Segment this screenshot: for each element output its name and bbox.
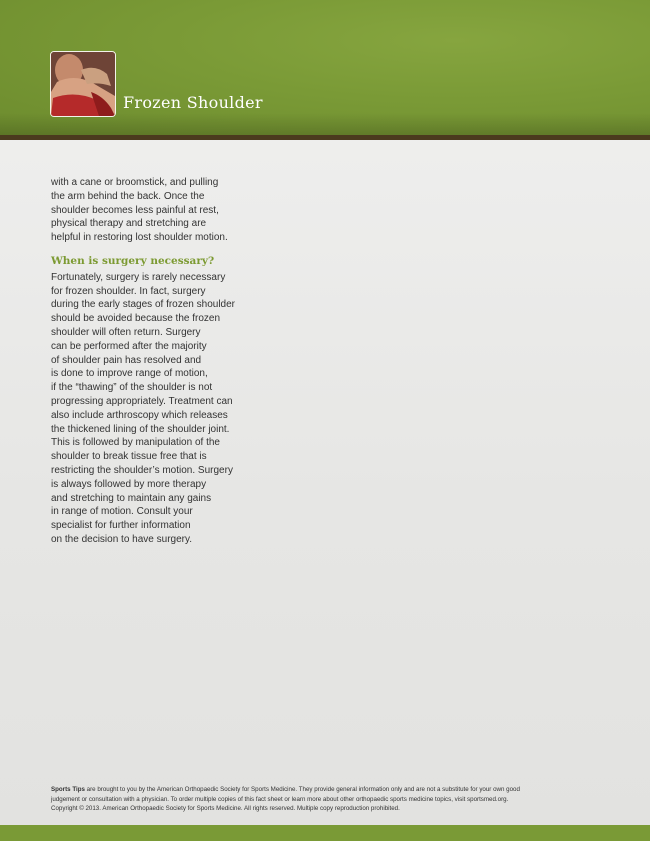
text-line: also include arthroscopy which releases [51,409,228,421]
text-line: shoulder to break tissue free that is [51,451,207,463]
text-line: can be performed after the majority [51,340,207,352]
text-line: for frozen shoulder. In fact, surgery [51,285,206,297]
text-line: of shoulder pain has resolved and [51,354,202,366]
footer-copyright: Copyright © 2013. American Orthopaedic Society for Sports Medicine. All rights reserved. Multiple copy reproduction prohibited. [51,805,400,812]
text-line: shoulder will often return. Surgery [51,326,201,338]
text-line: This is followed by manipulation of the [51,437,220,449]
text-line: during the early stages of frozen shoulder [51,299,235,311]
text-line: the arm behind the back. Once the [51,190,205,202]
shoulder-photo [50,51,116,117]
text-line: if the “thawing” of the shoulder is not [51,382,213,394]
text-line: with a cane or broomstick, and pulling [51,177,219,188]
intro-paragraph [51,176,261,245]
text-line: should be avoided because the frozen [51,313,221,325]
surgery-paragraph [51,271,261,547]
text-line: and stretching to maintain any gains [51,492,212,504]
footer-bar [0,825,650,841]
shoulder-photo-illustration [51,52,115,116]
text-line: is done to improve range of motion, [51,368,208,380]
footer-brand: Sports Tips [51,786,85,793]
text-line: restricting the shoulder’s motion. Surgery [51,464,233,476]
footer-line-1-text: are brought to you by the American Orthopaedic Society for Sports Medicine. They provide general information only and are not a substitute for your own good [84,786,520,793]
page-title: Frozen Shoulder [123,93,263,112]
text-line: the thickened lining of the shoulder joint. [51,423,230,435]
text-line: on the decision to have surgery. [51,533,193,545]
footer-disclaimer [51,785,606,814]
text-line: progressing appropriately. Treatment can [51,395,233,407]
text-line: in range of motion. Consult your [51,506,193,518]
footer-line: judgement or consultation with a physician. To order multiple copies of this fact sheet or learn more about other orthopaedic sports medicine topics, visit sportsmed.org. [51,795,509,803]
text-line: physical therapy and stretching are [51,218,207,230]
footer-line [51,785,606,795]
header-divider [0,135,650,140]
text-line: helpful in restoring lost shoulder motion. [51,232,228,244]
text-line: shoulder becomes less painful at rest, [51,204,219,216]
section-heading: When is surgery necessary? [51,254,215,267]
text-line: is always followed by more therapy [51,478,207,490]
text-line: specialist for further information [51,520,191,532]
article-column [51,176,261,547]
text-line: Fortunately, surgery is rarely necessary [51,271,226,283]
